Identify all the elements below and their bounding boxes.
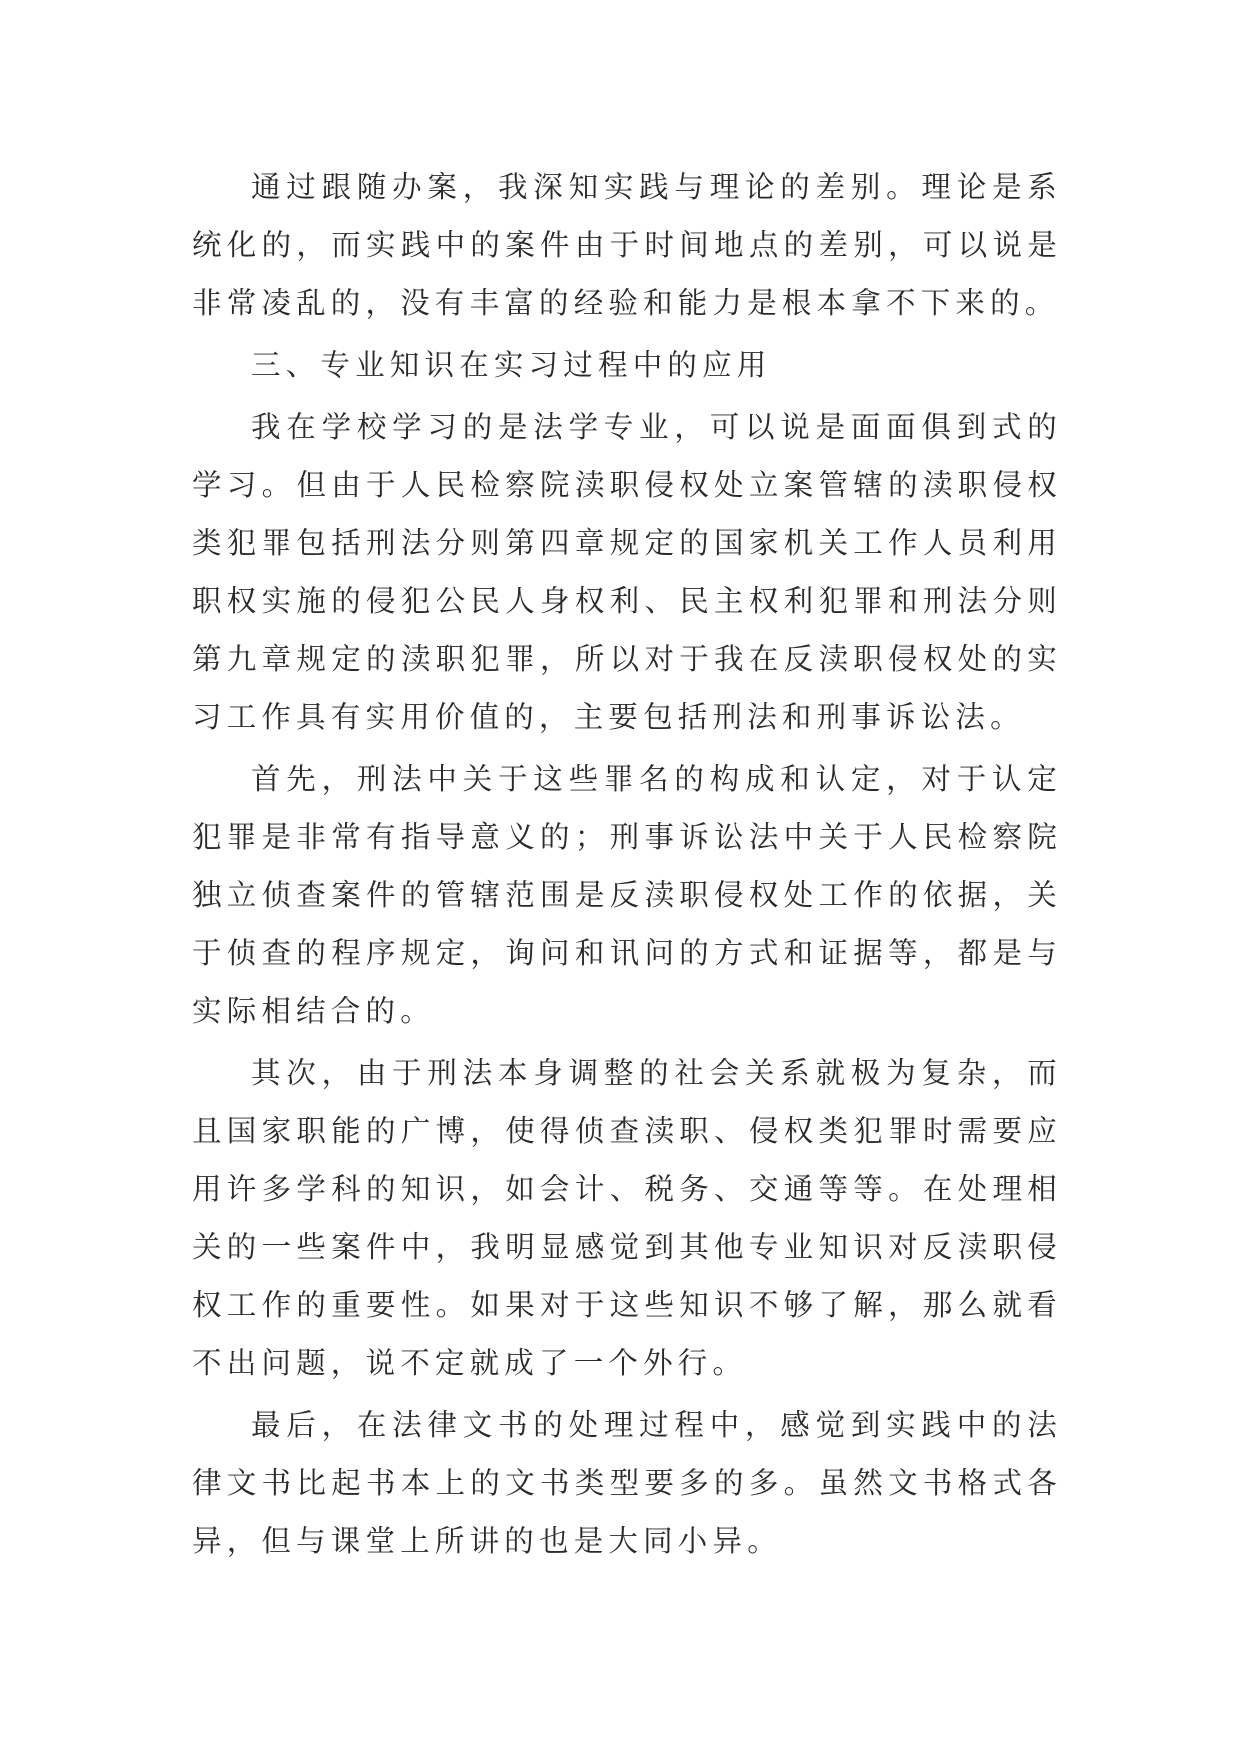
paragraph-practice-theory: 通过跟随办案，我深知实践与理论的差别。理论是系统化的，而实践中的案件由于时间地点的差别，可以说是非常凌乱的，没有丰富的经验和能力是根本拿不下来的。 xyxy=(192,170,1062,320)
paragraph-second: 其次，由于刑法本身调整的社会关系就极为复杂，而且国家职能的广博，使得侦查渎职、侵权类犯罪时需要应用许多学科的知识，如会计、税务、交通等等。在处理相关的一些案件中，我明显感觉到其他专业知识对反渎职侵权工作的重要性。如果对于这些知识不够了解，那么就看不出问题，说不定就成了一个外行。 xyxy=(192,1056,1062,1380)
paragraph-major: 我在学校学习的是法学专业，可以说是面面俱到式的学习。但由于人民检察院渎职侵权处立案管辖的渎职侵权类犯罪包括刑法分则第四章规定的国家机关工作人员利用职权实施的侵犯公民人身权利、民主权利犯罪和刑法分则第九章规定的渎职犯罪，所以对于我在反渎职侵权处的实习工作具有实用价值的，主要包括刑法和刑事诉讼法。 xyxy=(192,410,1062,734)
document-body xyxy=(192,158,1062,1574)
paragraph-last: 最后，在法律文书的处理过程中，感觉到实践中的法律文书比起书本上的文书类型要多的多。虽然文书格式各异，但与课堂上所讲的也是大同小异。 xyxy=(192,1408,1062,1558)
section-heading: 三、专业知识在实习过程中的应用 xyxy=(251,348,772,382)
paragraph-first: 首先，刑法中关于这些罪名的构成和认定，对于认定犯罪是非常有指导意义的；刑事诉讼法中关于人民检察院独立侦查案件的管辖范围是反渎职侵权处工作的依据，关于侦查的程序规定，询问和讯问的方式和证据等，都是与实际相结合的。 xyxy=(192,762,1062,1028)
